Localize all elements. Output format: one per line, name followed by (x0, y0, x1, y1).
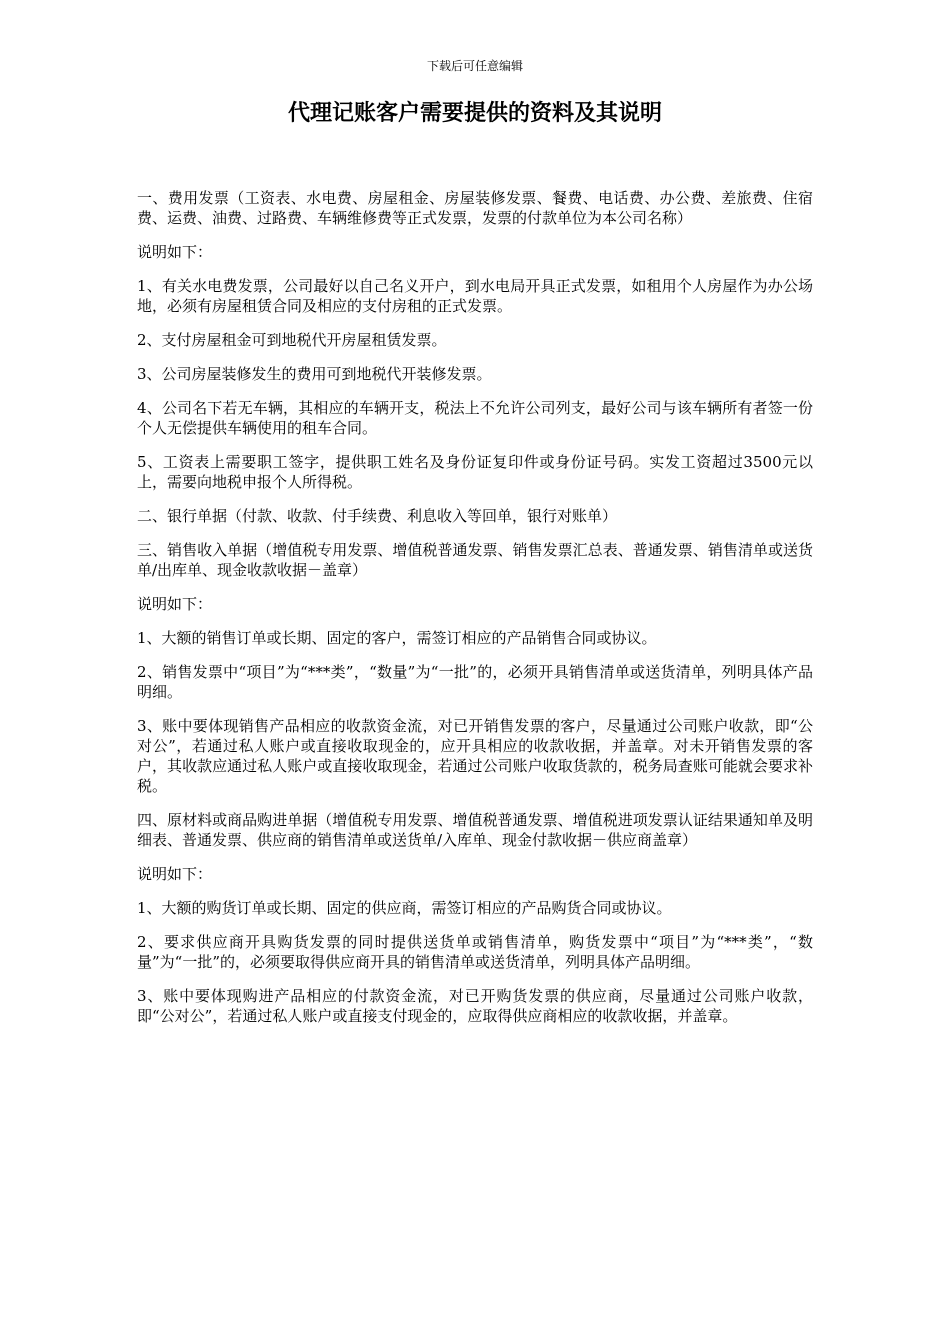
list-item: 2、支付房屋租金可到地税代开房屋租赁发票。 (137, 331, 447, 349)
list-item: 3、账中要体现购进产品相应的付款资金流，对已开购货发票的供应商，尽量通过公司账户收款，即“公对公”，若通过私人账户或直接支付现金的，应取得供应商相应的收款收据，并盖章。 (137, 987, 813, 1025)
list-item: 3、公司房屋装修发生的费用可到地税代开装修发票。 (137, 365, 492, 383)
list-item: 2、销售发票中“项目”为“***类”，“数量”为“一批”的，必须开具销售清单或送货清单，列明具体产品明细。 (137, 663, 813, 701)
explanation-label: 说明如下： (137, 865, 213, 883)
document-body (137, 188, 813, 1040)
list-item: 3、账中要体现销售产品相应的收款资金流，对已开销售发票的客户，尽量通过公司账户收款，即“公对公”，若通过私人账户或直接收取现金的，应开具相应的收款收据，并盖章。对未开销售发票的客户，其收款应通过私人账户或直接收取现金，若通过公司账户收取货款的，税务局查账可能就会要求补税。 (137, 717, 813, 795)
section-bank-documents: 二、银行单据（付款、收款、付手续费、利息收入等回单，银行对账单） (137, 507, 618, 525)
list-item: 1、有关水电费发票，公司最好以自己名义开户，到水电局开具正式发票，如租用个人房屋作为办公场地，必须有房屋租赁合同及相应的支付房租的正式发票。 (137, 277, 813, 315)
explanation-label: 说明如下： (137, 243, 213, 261)
section-sales-documents: 三、销售收入单据（增值税专用发票、增值税普通发票、销售发票汇总表、普通发票、销售清单或送货单/出库单、现金收款收据－盖章） (137, 541, 813, 579)
document-title: 代理记账客户需要提供的资料及其说明 (287, 101, 662, 126)
list-item: 1、大额的销售订单或长期、固定的客户，需签订相应的产品销售合同或协议。 (137, 629, 657, 647)
list-item: 4、公司名下若无车辆，其相应的车辆开支，税法上不允许公司列支，最好公司与该车辆所有者签一份个人无偿提供车辆使用的租车合同。 (137, 399, 813, 437)
section-purchase-documents: 四、原材料或商品购进单据（增值税专用发票、增值税普通发票、增值税进项发票认证结果通知单及明细表、普通发票、供应商的销售清单或送货单/入库单、现金付款收据－供应商盖章） (137, 811, 813, 849)
list-item: 1、大额的购货订单或长期、固定的供应商，需签订相应的产品购货合同或协议。 (137, 899, 672, 917)
list-item: 2、要求供应商开具购货发票的同时提供送货单或销售清单，购货发票中“项目”为“***类”，“数量”为“一批”的，必须要取得供应商开具的销售清单或送货清单，列明具体产品明细。 (137, 933, 813, 971)
section-expense-invoices: 一、费用发票（工资表、水电费、房屋租金、房屋装修发票、餐费、电话费、办公费、差旅费、住宿费、运费、油费、过路费、车辆维修费等正式发票，发票的付款单位为本公司名称） (137, 189, 813, 227)
list-item: 5、工资表上需要职工签字，提供职工姓名及身份证复印件或身份证号码。实发工资超过3500元以上，需要向地税申报个人所得税。 (137, 453, 813, 491)
explanation-label: 说明如下： (137, 595, 213, 613)
header-note: 下载后可任意编辑 (426, 59, 523, 73)
